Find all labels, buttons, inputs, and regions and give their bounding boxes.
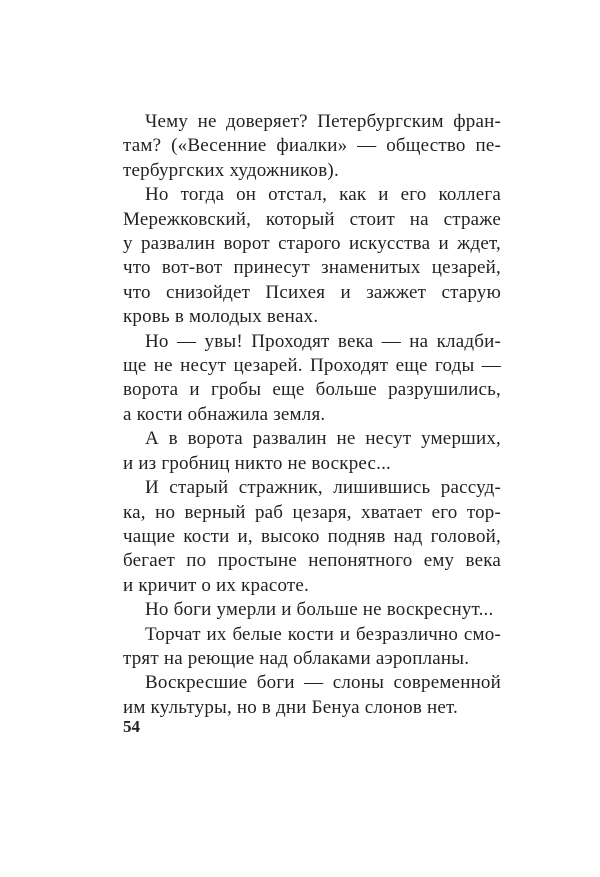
text-line: Но — увы! Проходят века — на кладби- <box>145 330 501 352</box>
text-line: Но боги умерли и больше не воскреснут... <box>145 599 494 621</box>
paragraph-3 <box>123 330 501 428</box>
paragraph-6 <box>123 598 501 622</box>
paragraph-1 <box>123 110 501 183</box>
text-line: и из гробниц никто не воскрес... <box>123 452 391 474</box>
text-line: им культуры, но в дни Бенуа слонов нет. <box>123 696 458 718</box>
paragraph-5 <box>123 476 501 598</box>
text-line: Мережковский, который стоит на страже <box>123 208 501 230</box>
text-line: а кости обнажила земля. <box>123 403 326 425</box>
page-number: 54 <box>123 717 140 736</box>
text-line: и кричит о их красоте. <box>123 574 309 596</box>
paragraph-7 <box>123 623 501 672</box>
text-line: что вот-вот принесут знаменитых цезарей, <box>123 257 501 279</box>
text-line: А в ворота развалин не несут умерших, <box>145 428 501 450</box>
paragraph-2 <box>123 183 501 329</box>
text-line: Чему не доверяет? Петербургским фран- <box>145 111 501 132</box>
text-line: трят на реющие над облаками аэропланы. <box>123 647 470 669</box>
text-line: что снизойдет Психея и зажжет старую <box>123 281 501 303</box>
text-line: у развалин ворот старого искусства и ждет, <box>123 233 501 255</box>
text-line: кровь в молодых венах. <box>123 306 319 328</box>
text-line: бегает по простыне непонятного ему века <box>123 550 501 572</box>
text-line: ка, но верный раб цезаря, хватает его тор- <box>123 501 501 523</box>
body-text <box>123 110 501 720</box>
text-line: ворота и гробы еще больше разрушились, <box>123 379 501 401</box>
text-line: Воскресшие боги — слоны современной <box>145 672 501 694</box>
paragraph-8 <box>123 671 501 720</box>
text-line: Но тогда он отстал, как и его коллега <box>145 184 501 206</box>
text-line: И старый стражник, лишившись рассуд- <box>145 477 501 499</box>
paragraph-4 <box>123 427 501 476</box>
text-line: Торчат их белые кости и безразлично смо- <box>145 623 501 645</box>
text-line: тербургских художников). <box>123 159 339 181</box>
text-line: там? («Весенние фиалки» — общество пе- <box>123 135 501 157</box>
text-line: ще не несут цезарей. Проходят еще годы — <box>123 355 501 377</box>
text-line: чащие кости и, высоко подняв над головой, <box>123 525 501 547</box>
